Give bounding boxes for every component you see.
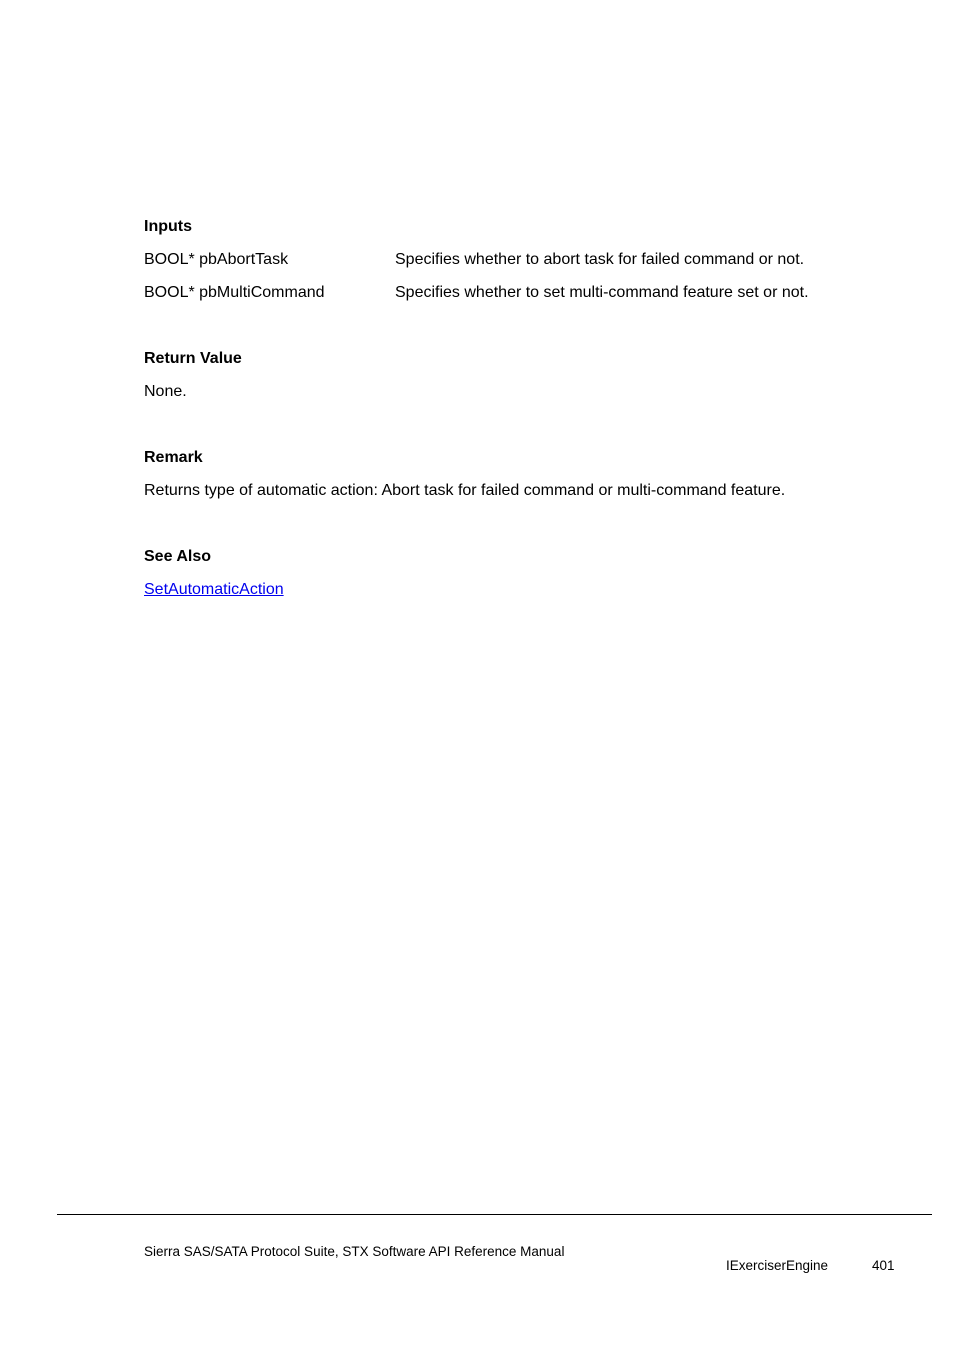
param-name-multi-command: BOOL* pbMultiCommand <box>144 284 325 301</box>
return-value-heading: Return Value <box>144 350 242 367</box>
set-automatic-action-link[interactable]: SetAutomaticAction <box>144 581 284 598</box>
footer-section-name: IExerciserEngine <box>726 1258 829 1273</box>
see-also-heading: See Also <box>144 548 211 565</box>
return-value-text: None. <box>144 383 187 400</box>
footer-divider <box>57 1214 932 1215</box>
remark-text: Returns type of automatic action: Abort task for failed command or multi-command feature. <box>144 482 786 499</box>
inputs-heading: Inputs <box>144 218 192 235</box>
remark-heading: Remark <box>144 449 203 466</box>
footer-manual-title: Sierra SAS/SATA Protocol Suite, STX Software API Reference Manual <box>144 1244 565 1259</box>
param-name-abort-task: BOOL* pbAbortTask <box>144 251 289 268</box>
param-description-abort-task: Specifies whether to abort task for failed command or not. <box>395 251 805 268</box>
param-description-multi-command: Specifies whether to set multi-command feature set or not. <box>395 284 809 301</box>
footer-page-number: 401 <box>872 1258 895 1273</box>
